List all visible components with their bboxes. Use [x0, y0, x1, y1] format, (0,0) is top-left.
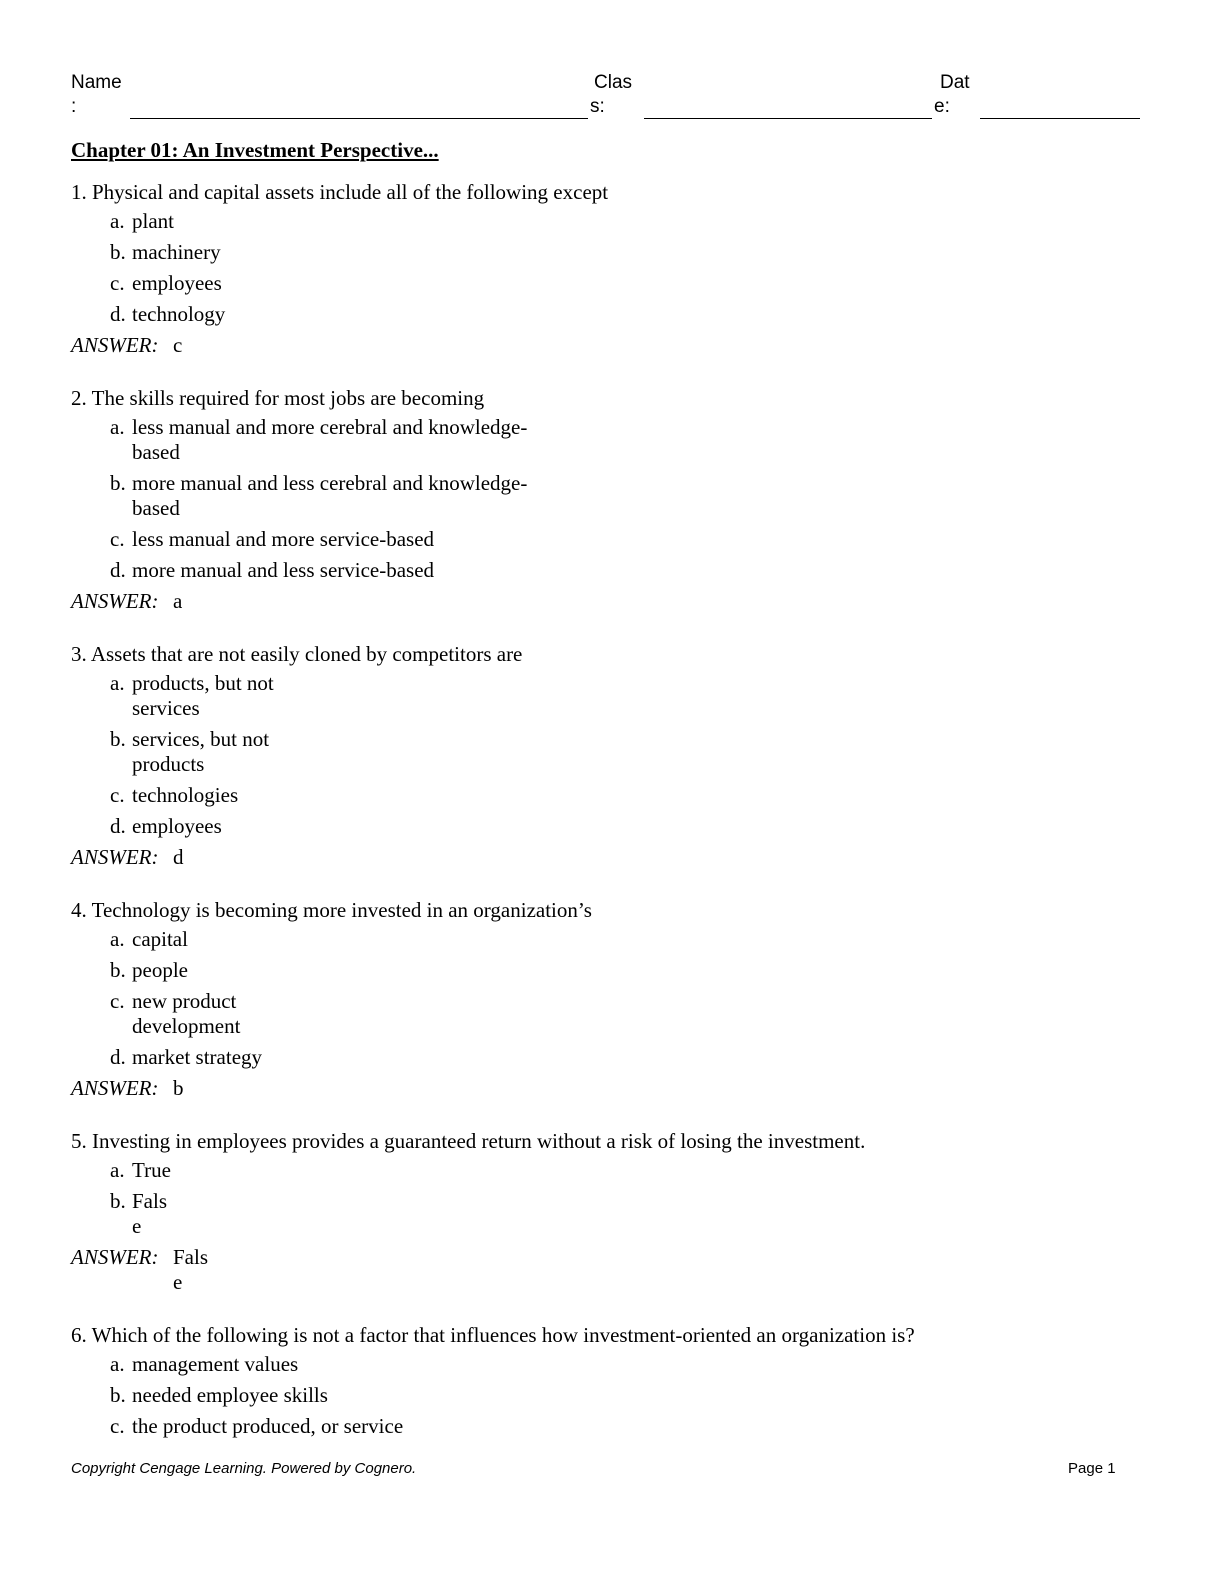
option-text-line: services, but not: [132, 727, 270, 751]
answer-value: [173, 589, 182, 614]
option-text-line: more manual and less cerebral and knowledge-: [132, 471, 528, 495]
option-text: [132, 814, 222, 839]
answer-option: [71, 814, 1171, 839]
answer-option: [71, 1383, 1171, 1408]
answer-option: [71, 989, 1171, 1039]
name-field[interactable]: [130, 118, 588, 119]
question: [71, 898, 1171, 1101]
question-text: 5. Investing in employees provides a guaranteed return without a risk of losing the investment.: [71, 1129, 866, 1153]
option-text-line: based: [132, 440, 180, 464]
option-letter: a.: [110, 209, 125, 233]
option-text: [132, 927, 188, 952]
option-text-line: management values: [132, 1352, 299, 1376]
option-text: [132, 1383, 328, 1408]
answer-option: [71, 209, 1171, 234]
question-list: [71, 180, 1171, 1467]
option-text: [132, 558, 434, 583]
answer-option: [71, 727, 1171, 777]
option-text-line: less manual and more service-based: [132, 527, 435, 551]
chapter-title: Chapter 01: An Investment Perspective...: [71, 138, 439, 162]
option-text-line: technologies: [132, 783, 239, 807]
option-text: [132, 989, 240, 1039]
question-text: 6. Which of the following is not a factor that influences how investment-oriented an organization is?: [71, 1323, 915, 1347]
class-field[interactable]: [644, 118, 932, 119]
option-letter: a.: [110, 1158, 125, 1182]
answer-value-line: c: [173, 333, 183, 357]
name-label-colon: :: [71, 96, 77, 117]
option-letter: d.: [110, 558, 126, 582]
option-text-line: plant: [132, 209, 174, 233]
answer-key: [71, 333, 1171, 358]
option-letter: b.: [110, 471, 126, 495]
option-text-line: the product produced, or service: [132, 1414, 404, 1438]
answer-label: ANSWER:: [71, 1245, 159, 1269]
option-text-line: new product: [132, 989, 237, 1013]
answer-option: [71, 558, 1171, 583]
answer-value-line: d: [173, 845, 184, 869]
answer-key: [71, 845, 1171, 870]
answer-option: [71, 471, 1171, 521]
answer-key: [71, 1245, 1171, 1295]
option-text: [132, 240, 221, 265]
answer-key: [71, 589, 1171, 614]
option-letter: c.: [110, 1414, 125, 1438]
option-text-line: e: [132, 1214, 142, 1238]
option-text: [132, 727, 269, 777]
answer-label: ANSWER:: [71, 1076, 159, 1100]
option-text-line: based: [132, 496, 180, 520]
answer-label: ANSWER:: [71, 589, 159, 613]
answer-option: [71, 527, 1171, 552]
option-letter: b.: [110, 240, 126, 264]
page-number: Page 1: [1068, 1460, 1116, 1477]
option-text: [132, 415, 527, 465]
answer-option: [71, 415, 1171, 465]
option-text-line: development: [132, 1014, 241, 1038]
answer-label: ANSWER:: [71, 845, 159, 869]
option-text: [132, 527, 434, 552]
answer-value-line: Fals: [173, 1245, 209, 1269]
question: [71, 642, 1171, 870]
answer-value: [173, 1076, 184, 1101]
answer-option: [71, 271, 1171, 296]
option-text: [132, 783, 238, 808]
answer-value: [173, 333, 182, 358]
option-text-line: employees: [132, 271, 222, 295]
option-letter: d.: [110, 1045, 126, 1069]
option-text-line: employees: [132, 814, 222, 838]
option-letter: a.: [110, 415, 125, 439]
answer-option: [71, 958, 1171, 983]
date-field[interactable]: [980, 118, 1140, 119]
answer-option: [71, 1189, 1171, 1239]
question: [71, 1129, 1171, 1295]
answer-value-line: b: [173, 1076, 184, 1100]
answer-option: [71, 1414, 1171, 1439]
answer-option: [71, 1352, 1171, 1377]
option-text: [132, 1414, 403, 1439]
option-text-line: Fals: [132, 1189, 168, 1213]
option-text: [132, 471, 527, 521]
option-text: [132, 1045, 262, 1070]
answer-option: [71, 783, 1171, 808]
answer-option: [71, 1158, 1171, 1183]
answer-label: ANSWER:: [71, 333, 159, 357]
option-text-line: more manual and less service-based: [132, 558, 435, 582]
name-label: Name: [71, 72, 122, 93]
option-letter: c.: [110, 783, 125, 807]
option-letter: d.: [110, 302, 126, 326]
answer-option: [71, 302, 1171, 327]
answer-value: [173, 845, 184, 870]
option-letter: c.: [110, 527, 125, 551]
answer-option: [71, 671, 1171, 721]
option-letter: a.: [110, 671, 125, 695]
class-label-suffix: s:: [590, 96, 605, 117]
option-text-line: needed employee skills: [132, 1383, 328, 1407]
question: [71, 1323, 1171, 1439]
option-letter: b.: [110, 727, 126, 751]
question: [71, 180, 1171, 358]
answer-option: [71, 1045, 1171, 1070]
copyright-text: Copyright Cengage Learning. Powered by Cognero.: [71, 1460, 417, 1477]
option-text: [132, 958, 188, 983]
question-text: 1. Physical and capital assets include all of the following except: [71, 180, 609, 204]
option-text-line: products: [132, 752, 205, 776]
option-letter: b.: [110, 958, 126, 982]
option-text-line: True: [132, 1158, 171, 1182]
class-label: Clas: [594, 72, 633, 93]
question-text: 2. The skills required for most jobs are becoming: [71, 386, 485, 410]
option-text-line: technology: [132, 302, 226, 326]
option-text-line: less manual and more cerebral and knowledge-: [132, 415, 528, 439]
option-letter: d.: [110, 814, 126, 838]
option-text: [132, 1352, 298, 1377]
option-text: [132, 1158, 171, 1183]
option-text-line: capital: [132, 927, 188, 951]
option-text-line: people: [132, 958, 188, 982]
option-text-line: products, but not: [132, 671, 274, 695]
option-letter: a.: [110, 1352, 125, 1376]
option-text: [132, 302, 225, 327]
option-text-line: services: [132, 696, 200, 720]
question-text: 4. Technology is becoming more invested in an organization’s: [71, 898, 592, 922]
answer-value-line: e: [173, 1270, 183, 1294]
option-letter: b.: [110, 1189, 126, 1213]
answer-value-line: a: [173, 589, 183, 613]
option-letter: c.: [110, 271, 125, 295]
question: [71, 386, 1171, 614]
answer-key: [71, 1076, 1171, 1101]
option-text: [132, 271, 222, 296]
date-label: Dat: [940, 72, 970, 93]
answer-value: [173, 1245, 208, 1295]
option-letter: a.: [110, 927, 125, 951]
option-letter: b.: [110, 1383, 126, 1407]
date-label-suffix: e:: [934, 96, 950, 117]
option-text: [132, 209, 174, 234]
option-letter: c.: [110, 989, 125, 1013]
option-text: [132, 1189, 167, 1239]
answer-option: [71, 927, 1171, 952]
option-text: [132, 671, 274, 721]
answer-option: [71, 240, 1171, 265]
option-text-line: market strategy: [132, 1045, 263, 1069]
question-text: 3. Assets that are not easily cloned by competitors are: [71, 642, 523, 666]
option-text-line: machinery: [132, 240, 221, 264]
